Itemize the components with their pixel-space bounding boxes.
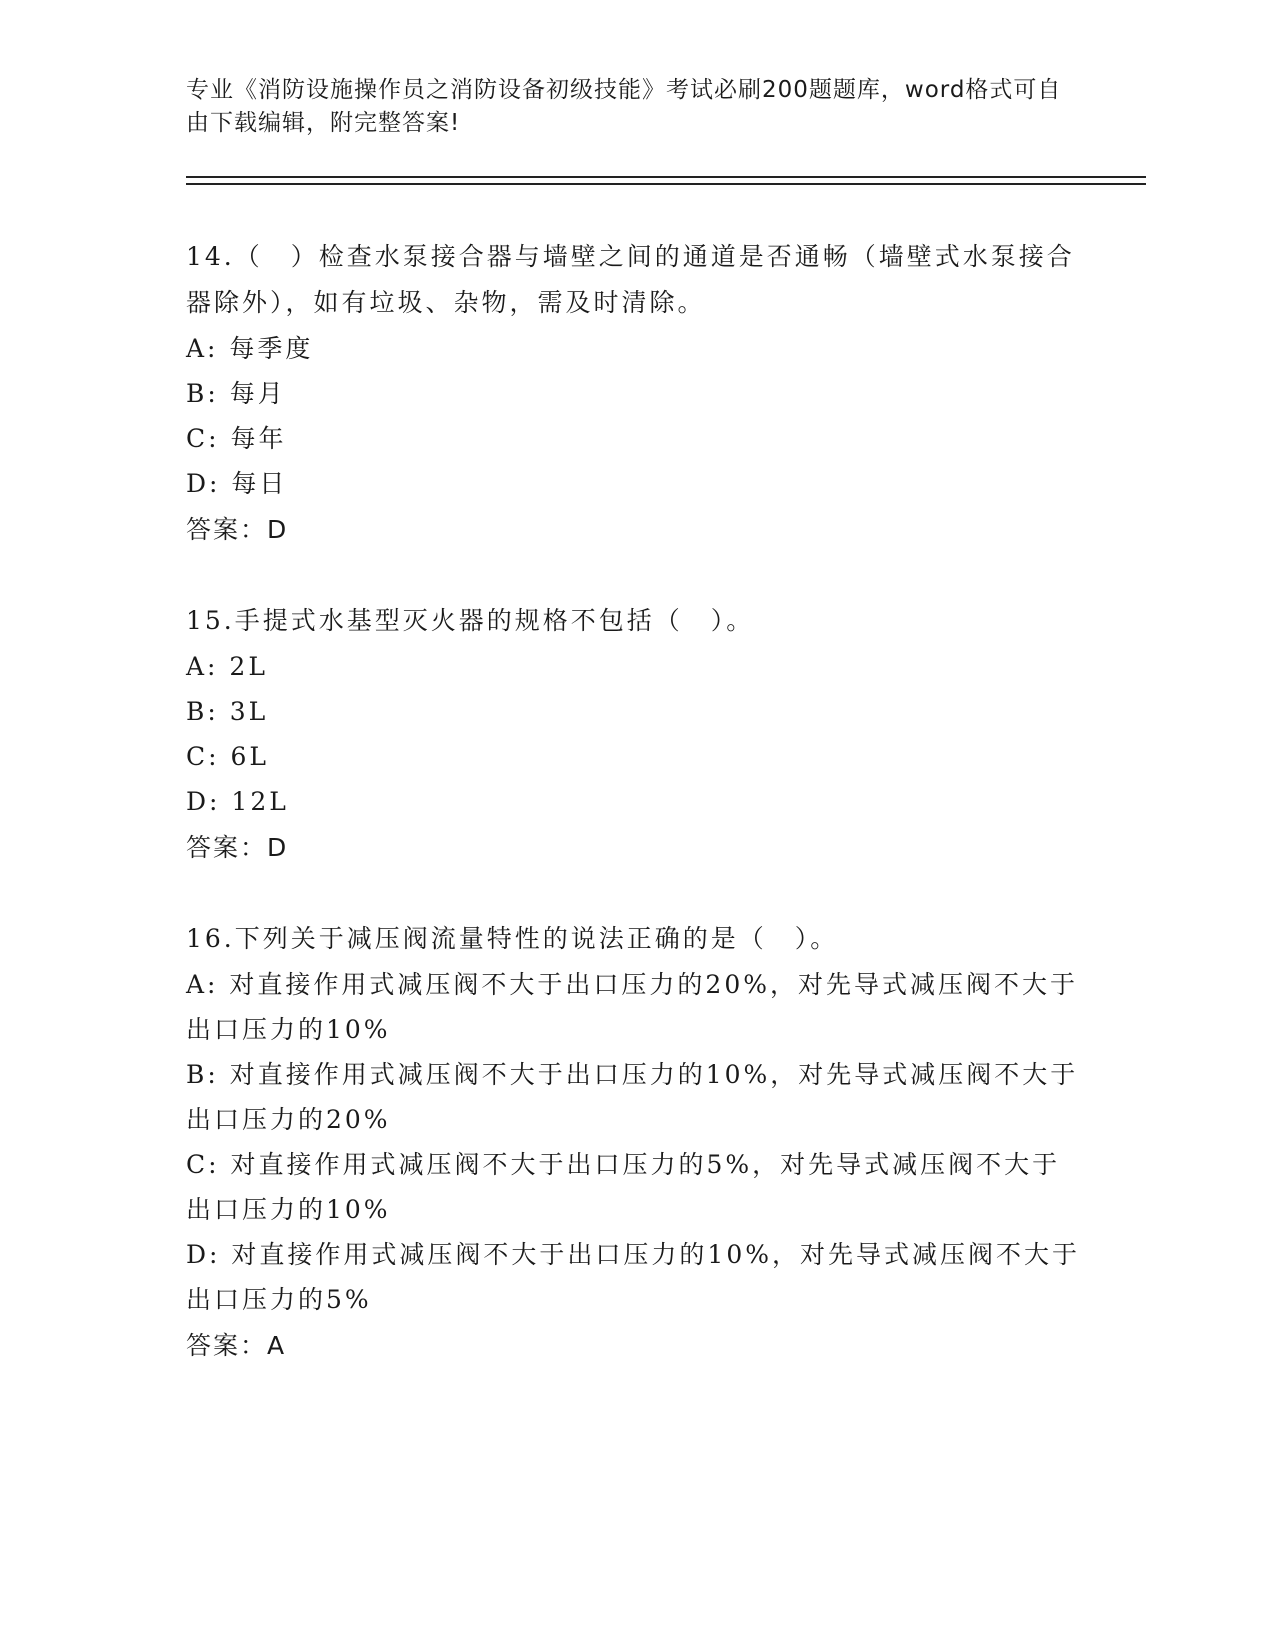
option-b: B: 对直接作用式减压阀不大于出口压力的10%，对先导式减压阀不大于出口压力的20% — [186, 1060, 1079, 1134]
option-d: D: 对直接作用式减压阀不大于出口压力的10%，对先导式减压阀不大于出口压力的5% — [186, 1240, 1080, 1314]
question-list — [186, 234, 1086, 1414]
option-b: B: 3L — [186, 697, 269, 726]
question-15 — [186, 598, 1086, 872]
answer-line: 答案：A — [186, 1331, 287, 1360]
answer-line: 答案：D — [186, 515, 289, 544]
question-stem: 16.下列关于减压阀流量特性的说法正确的是（ ）。 — [186, 924, 839, 953]
answer-line: 答案：D — [186, 833, 289, 862]
option-c: C: 6L — [186, 742, 270, 771]
option-c: C: 对直接作用式减压阀不大于出口压力的5%，对先导式减压阀不大于出口压力的10% — [186, 1150, 1061, 1224]
question-stem: 14.（ ）检查水泵接合器与墙壁之间的通道是否通畅（墙壁式水泵接合器除外），如有垃圾、杂物，需及时清除。 — [186, 242, 1075, 317]
header-divider-bottom — [186, 183, 1146, 185]
question-14 — [186, 234, 1086, 554]
question-stem: 15.手提式水基型灭火器的规格不包括（ ）。 — [186, 606, 755, 635]
option-b: B: 每月 — [186, 379, 286, 408]
document-header: 专业《消防设施操作员之消防设备初级技能》考试必刷200题题库，word格式可自由下载编辑，附完整答案! — [186, 77, 1062, 136]
header-divider-top — [186, 176, 1146, 178]
question-16 — [186, 916, 1086, 1370]
option-d: D: 12L — [186, 787, 289, 816]
option-a: A: 对直接作用式减压阀不大于出口压力的20%，对先导式减压阀不大于出口压力的10% — [186, 970, 1078, 1044]
option-a: A: 每季度 — [186, 334, 314, 363]
option-d: D: 每日 — [186, 469, 288, 498]
option-a: A: 2L — [186, 652, 268, 681]
option-c: C: 每年 — [186, 424, 287, 453]
